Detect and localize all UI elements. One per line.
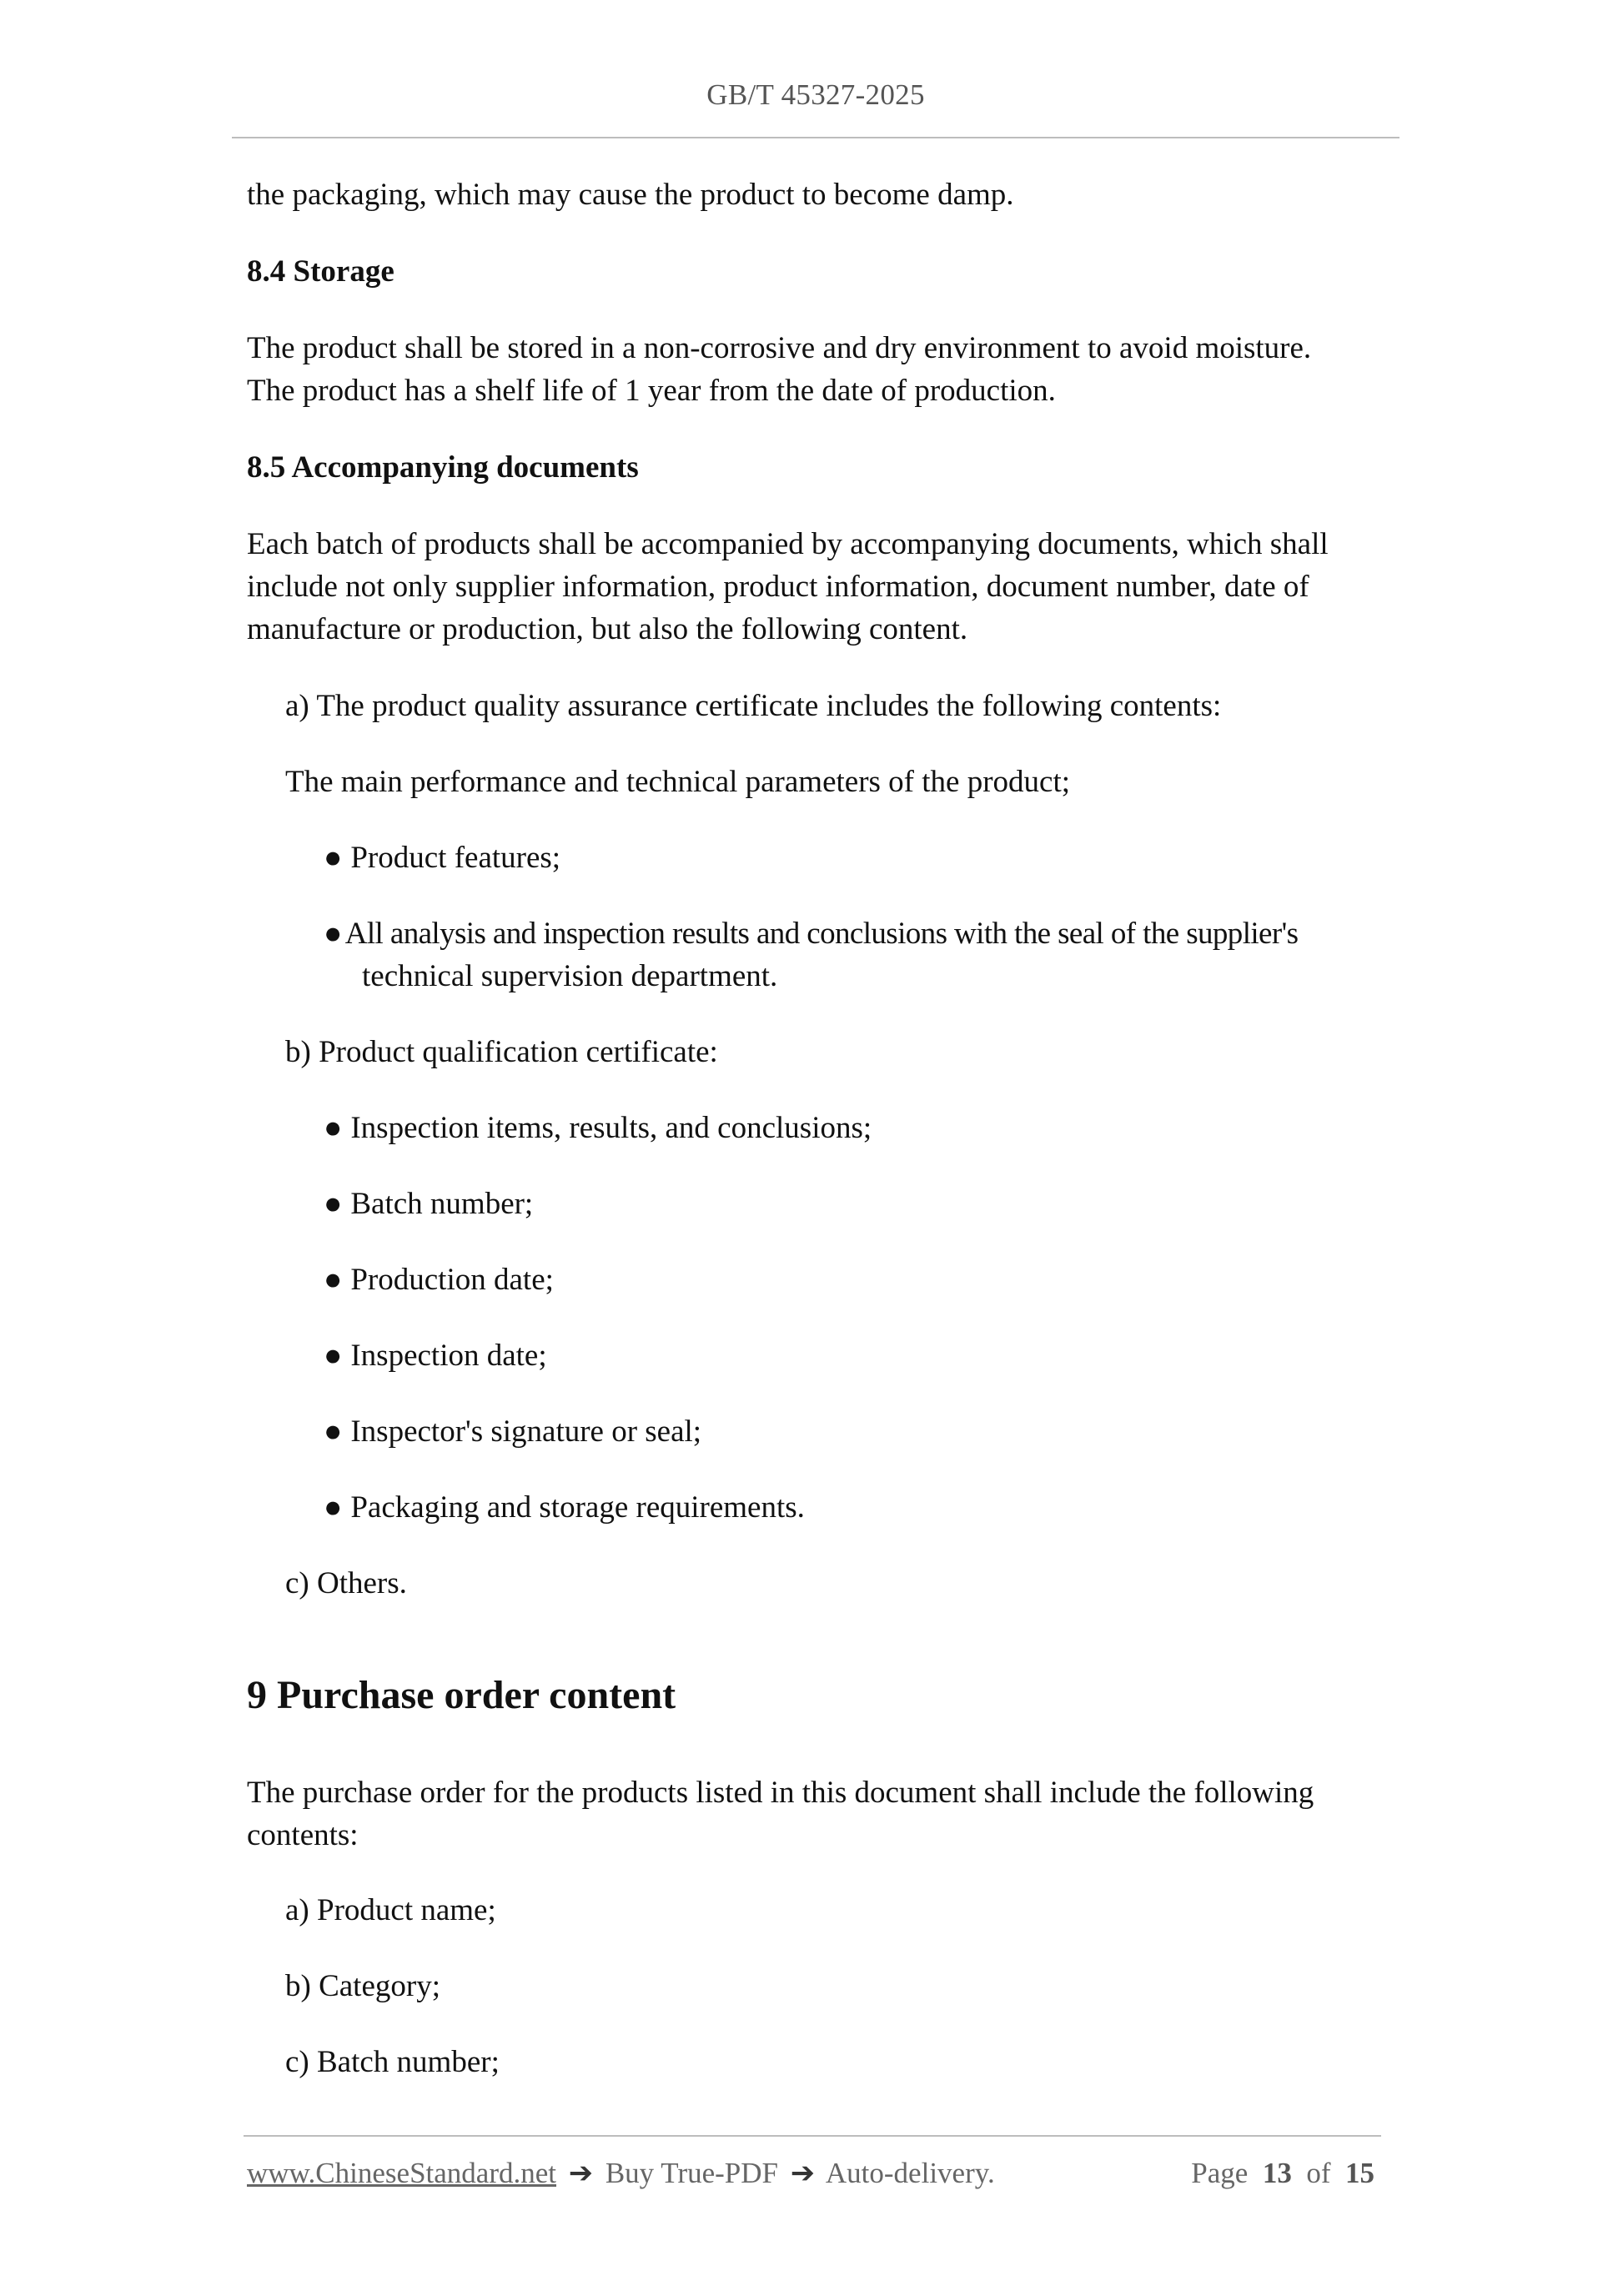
bullet-text: Batch number; bbox=[350, 1187, 534, 1221]
section-8-4-heading: 8.4 Storage bbox=[247, 254, 394, 289]
bullet-text: Packaging and storage requirements. bbox=[350, 1490, 805, 1525]
section-9-text-line: The purchase order for the products listed in this document shall include the following bbox=[247, 1776, 1314, 1810]
list-item: b) Category; bbox=[285, 1969, 440, 2003]
bullet-text: Inspection items, results, and conclusions; bbox=[350, 1111, 872, 1145]
list-item-a: a) The product quality assurance certificate includes the following contents: bbox=[285, 689, 1222, 723]
bullet-text: Product features; bbox=[350, 841, 561, 875]
bullet-icon: ● bbox=[324, 1111, 343, 1145]
bullet-icon: ● bbox=[324, 841, 343, 875]
arrow-right-icon: ➔ bbox=[790, 2157, 816, 2189]
arrow-right-icon: ➔ bbox=[568, 2157, 594, 2189]
list-item: c) Batch number; bbox=[285, 2045, 500, 2079]
list-item bbox=[324, 1334, 547, 1378]
page-indicator bbox=[1191, 2157, 1374, 2190]
footer-divider bbox=[244, 2135, 1381, 2137]
section-8-5-text-line: include not only supplier information, product information, document number, date of bbox=[247, 570, 1309, 604]
page-footer bbox=[247, 2157, 1381, 2190]
list-item bbox=[324, 837, 560, 880]
section-8-5-heading: 8.5 Accompanying documents bbox=[247, 450, 639, 485]
bullet-icon: ● bbox=[324, 1187, 343, 1221]
section-8-4-text-line: The product has a shelf life of 1 year from the date of production. bbox=[247, 374, 1056, 408]
list-item bbox=[324, 1259, 554, 1302]
delivery-text: Auto-delivery. bbox=[825, 2157, 995, 2189]
section-9-heading: 9 Purchase order content bbox=[247, 1673, 676, 1717]
list-item-b: b) Product qualification certificate: bbox=[285, 1035, 718, 1069]
bullet-text: Inspection date; bbox=[350, 1339, 547, 1373]
section-8-5-text-line: Each batch of products shall be accompanied by accompanying documents, which shall bbox=[247, 527, 1329, 561]
page-current: 13 bbox=[1262, 2157, 1292, 2189]
bullet-continuation: technical supervision department. bbox=[362, 959, 778, 993]
document-code: GB/T 45327-2025 bbox=[706, 78, 925, 111]
bullet-text: All analysis and inspection results and conclusions with the seal of the supplier's bbox=[344, 917, 1299, 951]
bullet-text: Inspector's signature or seal; bbox=[350, 1414, 702, 1449]
page-label: Page bbox=[1191, 2157, 1249, 2189]
continuation-line: the packaging, which may cause the product to become damp. bbox=[247, 178, 1014, 212]
bullet-icon: ● bbox=[324, 1414, 343, 1449]
bullet-icon: ● bbox=[324, 1490, 343, 1525]
page-of: of bbox=[1306, 2157, 1331, 2189]
bullet-icon: ● bbox=[324, 917, 342, 951]
list-item bbox=[324, 1410, 701, 1454]
section-8-5-text-line: manufacture or production, but also the following content. bbox=[247, 612, 968, 646]
section-9-text-line: contents: bbox=[247, 1818, 359, 1852]
list-item: a) Product name; bbox=[285, 1893, 496, 1927]
list-item bbox=[324, 912, 1298, 956]
section-8-4-text-line: The product shall be stored in a non-corrosive and dry environment to avoid moisture. bbox=[247, 331, 1312, 365]
list-item bbox=[324, 1183, 533, 1226]
bullet-text: Production date; bbox=[350, 1263, 554, 1297]
bullet-icon: ● bbox=[324, 1339, 343, 1373]
page-total: 15 bbox=[1345, 2157, 1374, 2189]
list-item-a-subtext: The main performance and technical parameters of the product; bbox=[285, 765, 1071, 799]
buy-text: Buy True-PDF bbox=[605, 2157, 778, 2189]
list-item bbox=[324, 1486, 805, 1530]
list-item-c: c) Others. bbox=[285, 1566, 407, 1600]
website-link[interactable]: www.ChineseStandard.net bbox=[247, 2157, 556, 2189]
list-item bbox=[324, 1107, 872, 1150]
bullet-icon: ● bbox=[324, 1263, 343, 1297]
header-divider bbox=[232, 137, 1399, 138]
